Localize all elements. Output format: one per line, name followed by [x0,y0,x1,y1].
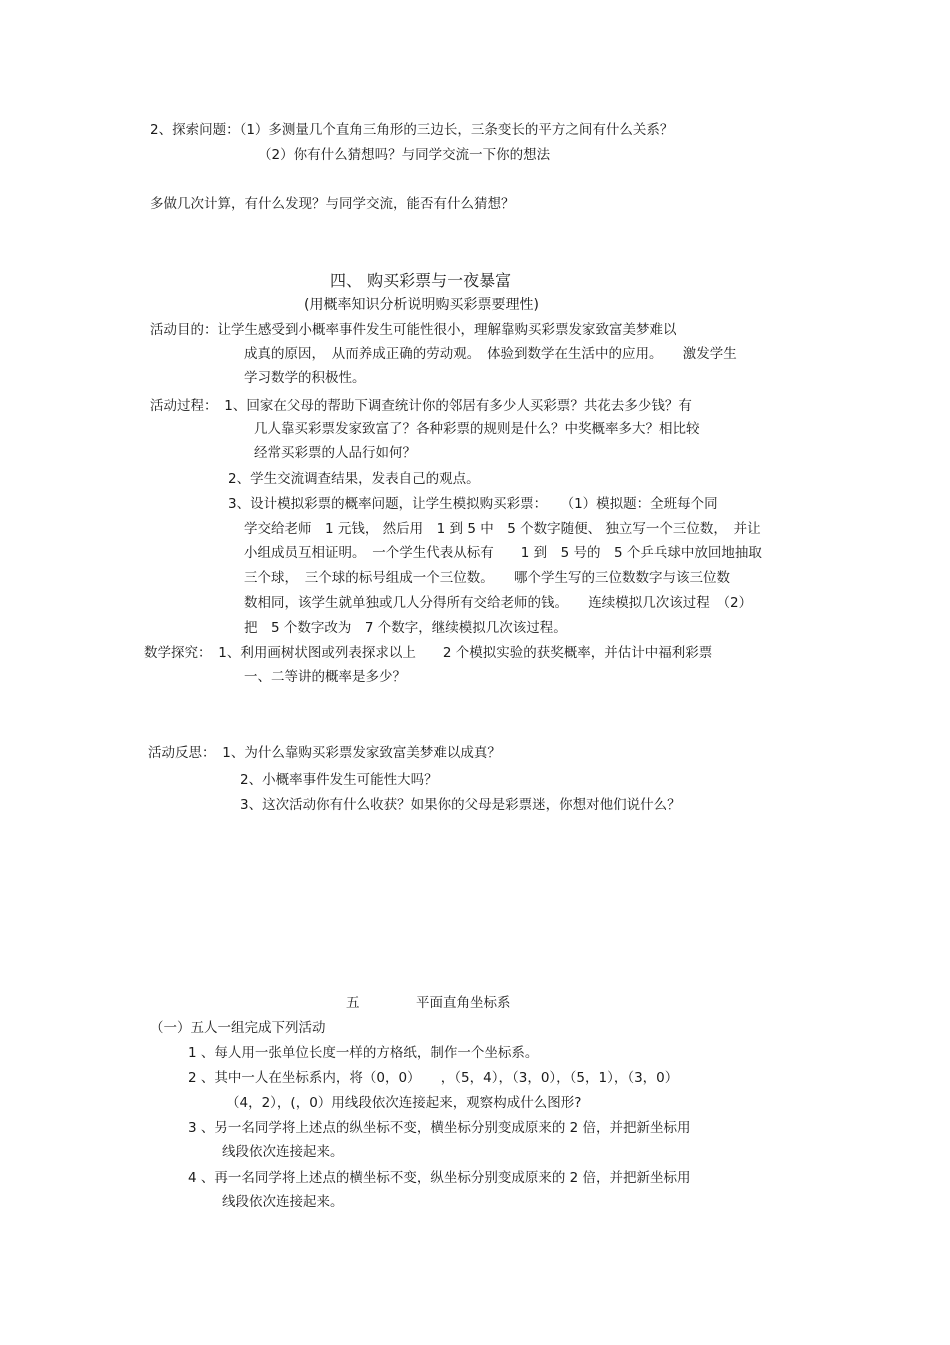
activity-item-3: 3 、另一名同学将上述点的纵坐标不变，横坐标分别变成原来的 2 倍，并把新坐标用 [188,1120,691,1136]
section-5-number: 五 [346,995,360,1011]
section-4-subtitle: (用概率知识分析说明购买彩票要理性) [304,297,539,313]
process-line-10: 把 5 个数字改为 7 个数字，继续模拟几次该过程。 [244,620,567,636]
goal-line-3: 学习数学的积极性。 [244,370,366,386]
process-line-2: 几人靠买彩票发家致富了？各种彩票的规则是什么？中奖概率多大？相比较 [254,421,700,437]
reflection-line-3: 3、这次活动你有什么收获？如果你的父母是彩票迷，你想对他们说什么？ [240,797,681,813]
activity-item-2-cont: （4，2），(，0）用线段依次连接起来，观察构成什么图形? [226,1095,582,1111]
process-line-9: 数相同，该学生就单独或几人分得所有交给老师的钱。 连续模拟几次该过程 （2） [244,595,753,611]
explore-question-line-2: （2）你有什么猜想吗？与同学交流一下你的想法 [258,147,551,163]
process-line-7: 小组成员互相证明。 一个学生代表从标有 1 到 5 号的 5 个乒乓球中放回地抽取 [244,545,762,561]
process-line-8: 三个球， 三个球的标号组成一个三位数。 哪个学生写的三位数数字与该三位数 [244,570,730,586]
explore-question-line-1: 2、探索问题：（1）多测量几个直角三角形的三边长，三条变长的平方之间有什么关系？ [150,122,674,138]
activity-item-2: 2 、其中一人在坐标系内，将（0，0） ，（5，4），（3，0），（5，1），（3，0） [188,1070,679,1086]
activity-item-3-cont: 线段依次连接起来。 [222,1144,344,1160]
section-5-intro: （一）五人一组完成下列活动 [150,1020,326,1036]
goal-line-1: 活动目的：让学生感受到小概率事件发生可能性很小，理解靠购买彩票发家致富美梦难以 [150,322,677,338]
process-line-5: 3、设计模拟彩票的概率问题，让学生模拟购买彩票： （1）模拟题：全班每个同 [228,496,718,512]
activity-item-4-cont: 线段依次连接起来。 [222,1194,344,1210]
activity-item-1: 1 、每人用一张单位长度一样的方格纸，制作一个坐标系。 [188,1045,539,1061]
section-5-title: 平面直角坐标系 [416,995,511,1011]
process-line-4: 2、学生交流调查结果，发表自己的观点。 [228,471,480,487]
process-line-3: 经常买彩票的人品行如何？ [254,445,416,461]
process-line-6: 学交给老师 1 元钱， 然后用 1 到 5 中 5 个数字随便、 独立写一个三位数， 并让 [244,521,761,537]
reflection-line-1: 活动反思： 1、为什么靠购买彩票发家致富美梦难以成真？ [148,745,501,761]
goal-line-2: 成真的原因， 从而养成正确的劳动观。 体验到数学在生活中的应用。 激发学生 [244,346,737,362]
calc-discovery-line: 多做几次计算，有什么发现？与同学交流，能否有什么猜想？ [150,196,515,212]
activity-item-4: 4 、再一名同学将上述点的横坐标不变，纵坐标分别变成原来的 2 倍，并把新坐标用 [188,1170,691,1186]
process-line-1: 活动过程： 1、回家在父母的帮助下调查统计你的邻居有多少人买彩票？共花去多少钱？有 [150,398,692,414]
explore-line-1: 数学探究： 1、利用画树状图或列表探求以上 2 个模拟实验的获奖概率，并估计中福利彩票 [144,645,713,661]
explore-line-2: 一、二等讲的概率是多少？ [244,669,406,685]
reflection-line-2: 2、小概率事件发生可能性大吗？ [240,772,438,788]
section-4-title: 四、 购买彩票与一夜暴富 [330,271,512,290]
